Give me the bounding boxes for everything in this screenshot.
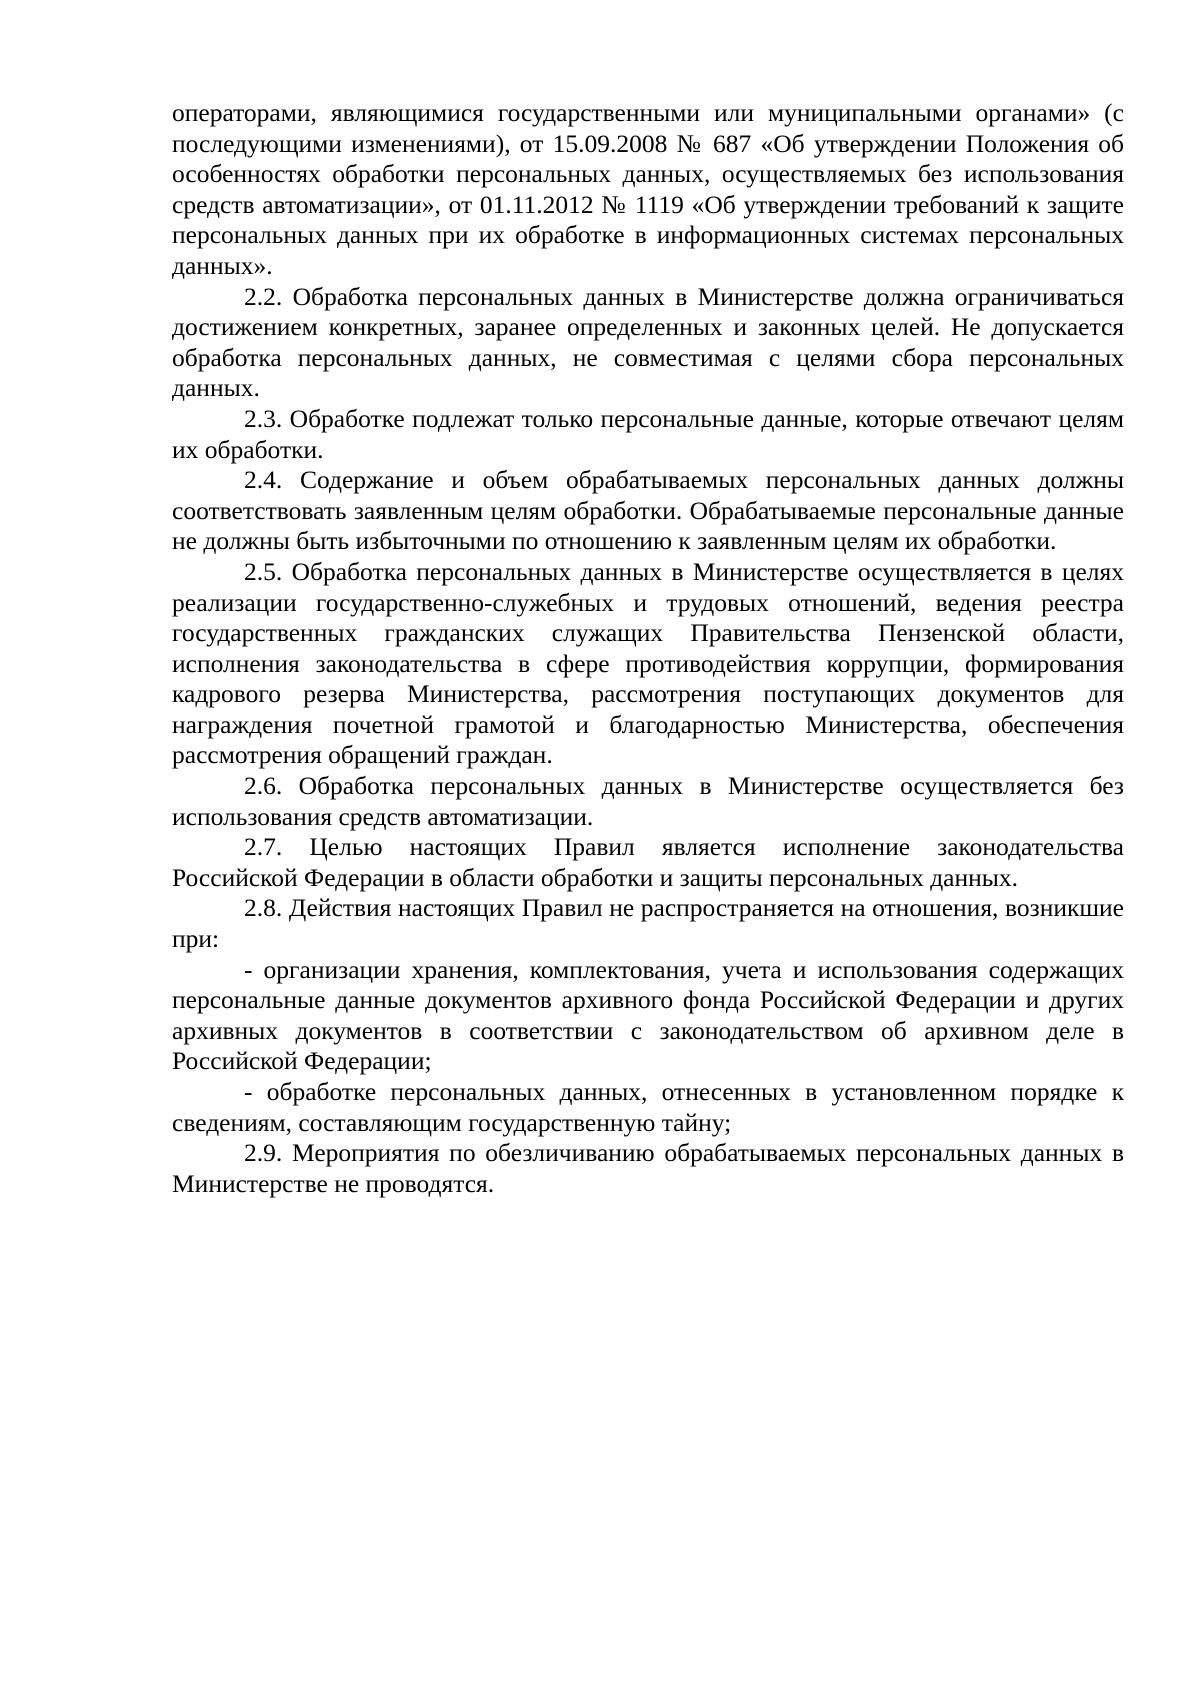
- paragraph-2-9: 2.9. Мероприятия по обезличиванию обрабатываемых персональных данных в Министерстве не проводятся.: [172, 1138, 1124, 1198]
- list-item-state-secret: - обработке персональных данных, отнесенных в установленном порядке к сведениям, составляющим государственную тайну;: [172, 1077, 1124, 1137]
- paragraph-2-7: 2.7. Целью настоящих Правил является исполнение законодательства Российской Федерации в области обработки и защиты персональных данных.: [172, 832, 1124, 892]
- paragraph-2-8: 2.8. Действия настоящих Правил не распространяется на отношения, возникшие при:: [172, 893, 1124, 954]
- list-item-archive: - организации хранения, комплектования, учета и использования содержащих персональные данные документов архивного фонда Российской Федерации и других архивных документов в соответствии с законодательством об архивном деле в Российской Федерации;: [172, 954, 1124, 1076]
- paragraph-continuation: операторами, являющимися государственными или муниципальными органами» (с последующими изменениями), от 15.09.2008 № 687 «Об утверждении Положения об особенностях обработки персональных данных, осуществляемых без использования средств автоматизации», от 01.11.2012 № 1119 «Об утверждении требований к защите персональных данных при их обработке в информационных системах персональных данных».: [172, 98, 1124, 280]
- paragraph-2-2: 2.2. Обработка персональных данных в Министерстве должна ограничиваться достижением конкретных, заранее определенных и законных целей. Не допускается обработка персональных данных, не совместимая с целями сбора персональных данных.: [172, 281, 1124, 403]
- paragraph-2-6: 2.6. Обработка персональных данных в Министерстве осуществляется без использования средств автоматизации.: [172, 771, 1124, 831]
- paragraph-2-4: 2.4. Содержание и объем обрабатываемых персональных данных должны соответствовать заявленным целям обработки. Обрабатываемые персональные данные не должны быть избыточными по отношению к заявленным целям их обработки.: [172, 465, 1124, 556]
- document-page: [172, 98, 1124, 1199]
- paragraph-2-3: 2.3. Обработке подлежат только персональные данные, которые отвечают целям их обработки.: [172, 403, 1124, 464]
- paragraph-2-5: 2.5. Обработка персональных данных в Министерстве осуществляется в целях реализации государственно-служебных и трудовых отношений, ведения реестра государственных гражданских служащих Правительства Пензенской области, исполнения законодательства в сфере противодействия коррупции, формирования кадрового резерва Министерства, рассмотрения поступающих документов для награждения почетной грамотой и благодарностью Министерства, обеспечения рассмотрения обращений граждан.: [172, 556, 1124, 770]
